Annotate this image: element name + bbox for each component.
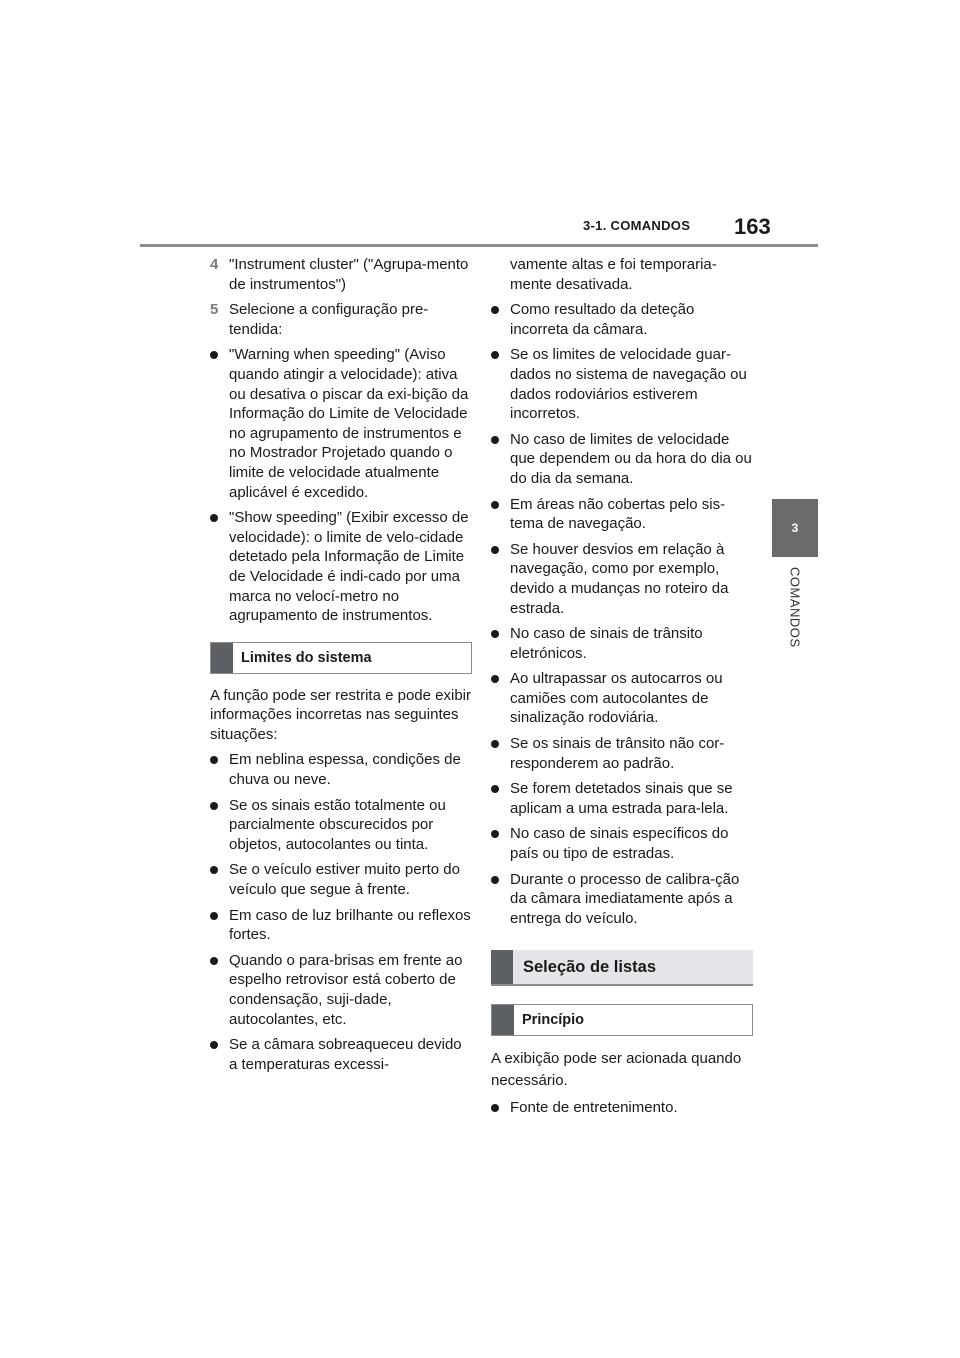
list-item-text: Em áreas não cobertas pelo sis-tema de navegação. <box>510 495 726 533</box>
section-heading-bar <box>492 1005 514 1035</box>
bullet-icon <box>491 546 499 554</box>
list-item <box>491 870 753 929</box>
bullet-icon <box>210 1041 218 1049</box>
bullet-icon <box>491 436 499 444</box>
continuation-text: vamente altas e foi temporaria-mente desativada. <box>510 256 717 293</box>
section-heading-title: Limites do sistema <box>241 649 372 666</box>
principle-paragraph: A exibição pode ser acionada quando necessário. <box>491 1050 742 1090</box>
list-item-text: Se os sinais estão totalmente ou parcialmente obscurecidos por objetos, autocolantes ou tinta. <box>229 796 446 853</box>
chapter-tab <box>772 499 818 557</box>
list-item-text: Se o veículo estiver muito perto do veículo que segue à frente. <box>229 861 460 899</box>
list-item <box>491 779 753 818</box>
header-rule <box>140 244 818 247</box>
section-heading-list-selection <box>491 950 753 986</box>
bullet-icon <box>491 306 499 314</box>
section-header: 3-1. COMANDOS <box>583 218 691 233</box>
list-item-text: Ao ultrapassar os autocarros ou camiões com autocolantes de sinalização rodoviária. <box>510 670 723 727</box>
bullet-icon <box>210 351 218 359</box>
page-number: 163 <box>734 214 771 239</box>
bullet-icon <box>491 740 499 748</box>
list-item-text: Se os limites de velocidade guar-dados no sistema de navegação ou dados rodoviários estiverem incorretos. <box>510 346 747 423</box>
bullet-icon <box>210 866 218 874</box>
chapter-number: 3 <box>791 521 799 535</box>
step-text: "Instrument cluster" ("Agrupa-mento de instrumentos") <box>229 256 469 293</box>
list-item-text: No caso de sinais de trânsito eletrónicos. <box>510 625 703 662</box>
list-item-text: Se forem detetados sinais que se aplicam a uma estrada para-lela. <box>510 780 733 817</box>
section-heading-system-limits <box>210 642 472 674</box>
list-item-text: Em caso de luz brilhante ou reflexos fortes. <box>229 906 471 944</box>
list-item-text: "Show speeding” (Exibir excesso de velocidade): o limite de velo-cidade detetado pela Informação de Limite de Velocidade é indi-cado por uma marca no velocí-metro no agrupamento de instrumentos. <box>229 509 469 625</box>
step-number: 4 <box>210 256 219 273</box>
intro-paragraph: A função pode ser restrita e pode exibir informações incorretas nas seguintes situações: <box>210 686 471 743</box>
bullet-icon <box>491 630 499 638</box>
bullet-icon <box>491 501 499 509</box>
list-item-text: Se a câmara sobreaqueceu devido a temperaturas excessi- <box>229 1036 462 1073</box>
list-item-text: Fonte de entretenimento. <box>510 1099 678 1117</box>
list-item-text: "Warning when speeding" (Aviso quando atingir a velocidade): ativa ou desativa o piscar da exi-bição da Informação do Limite de Velocidade no agrupamento de instrumentos e no Mostrador Projetado quando o limite de velocidade atualmente aplicável é excedido. <box>229 346 469 501</box>
list-item <box>210 345 472 502</box>
step-item <box>210 255 472 294</box>
list-item <box>210 508 472 626</box>
bullet-icon <box>210 957 218 965</box>
step-text: Selecione a configuração pre-tendida: <box>229 301 429 338</box>
bullet-icon <box>210 756 218 764</box>
list-item <box>491 824 753 863</box>
list-item <box>491 1098 753 1118</box>
right-column <box>491 255 753 1124</box>
bullet-icon <box>491 675 499 683</box>
section-heading-bar <box>491 950 513 984</box>
list-item-text: Se os sinais de trânsito não cor-responderem ao padrão. <box>510 735 725 772</box>
list-item-text: Em neblina espessa, condições de chuva ou neve. <box>229 751 461 789</box>
list-item <box>491 430 753 489</box>
list-item-text: Quando o para-brisas em frente ao espelho retrovisor está coberto de condensação, suji-dade, autocolantes, etc. <box>229 951 463 1028</box>
bullet-icon <box>210 802 218 810</box>
list-item-text: No caso de limites de velocidade que dependem ou da hora do dia ou do dia da semana. <box>510 430 752 487</box>
section-heading-title: Princípio <box>522 1012 585 1029</box>
list-item <box>210 860 472 899</box>
bullet-icon <box>491 785 499 793</box>
left-column <box>210 255 472 1080</box>
bullet-icon <box>491 351 499 359</box>
list-item <box>210 951 472 1029</box>
list-item <box>491 495 753 534</box>
list-item <box>491 300 753 339</box>
step-number: 5 <box>210 301 219 319</box>
bullet-icon <box>491 876 499 884</box>
list-item <box>210 1035 472 1074</box>
bullet-icon <box>210 514 218 522</box>
list-item-text: Se houver desvios em relação à navegação, como por exemplo, devido a mudanças no roteiro da estrada. <box>510 540 729 617</box>
section-heading-principle <box>491 1004 753 1036</box>
bullet-icon <box>210 912 218 920</box>
section-heading-bar <box>211 643 233 673</box>
bullet-icon <box>491 1104 499 1112</box>
section-heading-title: Seleção de listas <box>523 958 656 977</box>
list-item-text: Como resultado da deteção incorreta da câmara. <box>510 301 695 338</box>
list-item <box>491 540 753 618</box>
chapter-label-container <box>772 567 818 667</box>
list-item <box>491 345 753 423</box>
chapter-label: COMANDOS <box>787 567 803 648</box>
list-item <box>491 734 753 773</box>
bullet-icon <box>491 830 499 838</box>
list-item <box>210 750 472 789</box>
list-item-text: Durante o processo de calibra-ção da câmara imediatamente após a entrega do veículo. <box>510 870 740 927</box>
list-item <box>491 669 753 728</box>
list-item-text: No caso de sinais específicos do país ou tipo de estradas. <box>510 825 729 863</box>
list-item <box>210 906 472 945</box>
list-item <box>210 796 472 855</box>
step-item <box>210 300 472 339</box>
list-item <box>491 624 753 663</box>
